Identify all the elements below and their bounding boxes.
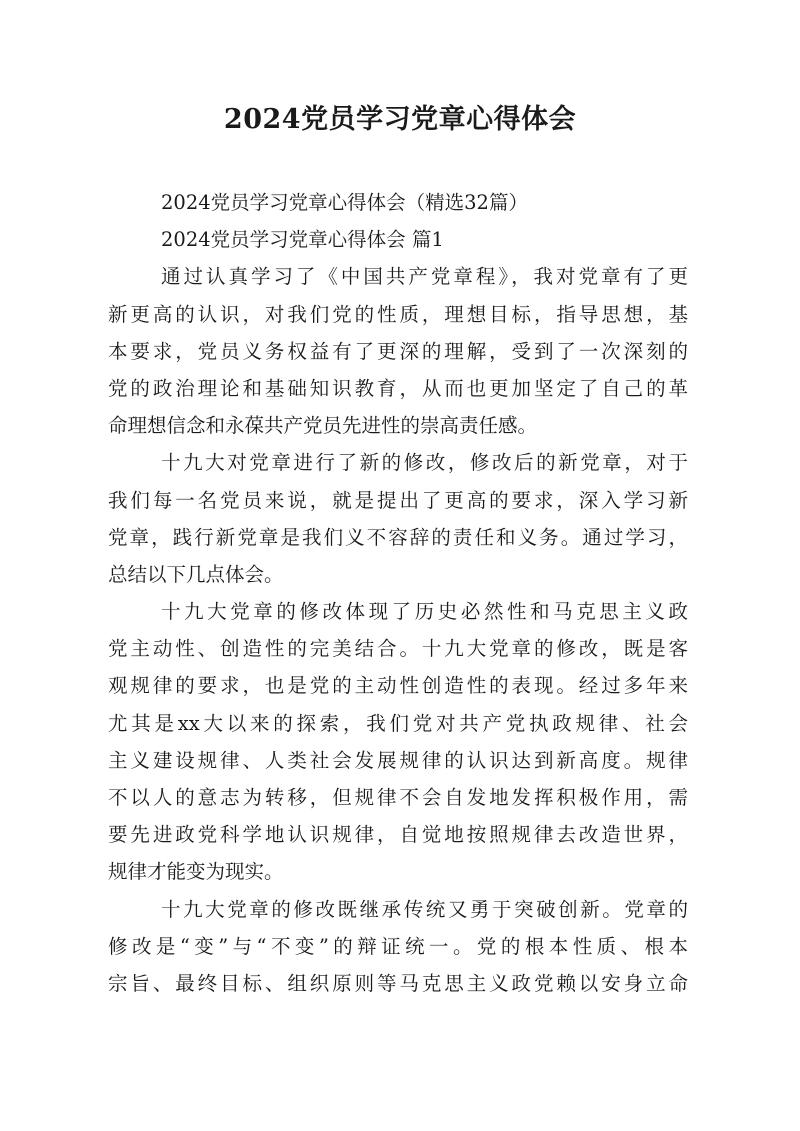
document-title: 2024党员学习党章心得体会 — [223, 104, 577, 135]
paragraph-line: 通过认真学习了《中国共产党章程》，我对党章有了更 — [161, 265, 688, 289]
paragraph-line: 要先进政党科学地认识规律，自觉地按照规律去改造世界， — [108, 823, 688, 847]
paragraph-line: 观规律的要求，也是党的主动性创造性的表现。经过多年来 — [108, 674, 688, 698]
paragraph-line: 新更高的认识，对我们党的性质，理想目标，指导思想，基 — [108, 302, 688, 326]
paragraph-line: 尤其是xx大以来的探索，我们党对共产党执政规律、社会 — [108, 711, 688, 735]
paragraph-line: 本要求，党员义务权益有了更深的理解，受到了一次深刻的 — [108, 339, 688, 363]
paragraph-line: 命理想信念和永葆共产党员先进性的崇高责任感。 — [108, 414, 538, 438]
paragraph-line: 规律才能变为现实。 — [108, 860, 284, 884]
paragraph-line: 十九大党章的修改既继承传统又勇于突破创新。党章的 — [161, 897, 688, 921]
paragraph-line: 党章，践行新党章是我们义不容辞的责任和义务。通过学习， — [108, 525, 688, 549]
paragraph-line: 十九大党章的修改体现了历史必然性和马克思主义政 — [161, 600, 688, 624]
paragraph-line: 党主动性、创造性的完美结合。十九大党章的修改，既是客 — [108, 637, 688, 661]
paragraph-line: 十九大对党章进行了新的修改，修改后的新党章，对于 — [161, 451, 688, 475]
paragraph-line: 不以人的意志为转移，但规律不会自发地发挥积极作用，需 — [108, 786, 688, 809]
paragraph-line: 主义建设规律、人类社会发展规律的认识达到新高度。规律 — [108, 748, 688, 772]
paragraph-line: 宗旨、最终目标、组织原则等马克思主义政党赖以安身立命 — [108, 971, 688, 995]
paragraph-line: 修改是“变”与“不变”的辩证统一。党的根本性质、根本 — [108, 934, 688, 958]
paragraph-line: 总结以下几点体会。 — [108, 562, 284, 586]
document-body — [108, 184, 688, 1002]
subtitle-line: 2024党员学习党章心得体会（精选32篇） — [161, 191, 528, 214]
paragraph-line: 我们每一名党员来说，就是提出了更高的要求，深入学习新 — [108, 488, 688, 512]
paragraph-line: 党的政治理论和基础知识教育，从而也更加坚定了自己的革 — [108, 376, 688, 400]
section-heading: 2024党员学习党章心得体会 篇1 — [161, 228, 444, 252]
